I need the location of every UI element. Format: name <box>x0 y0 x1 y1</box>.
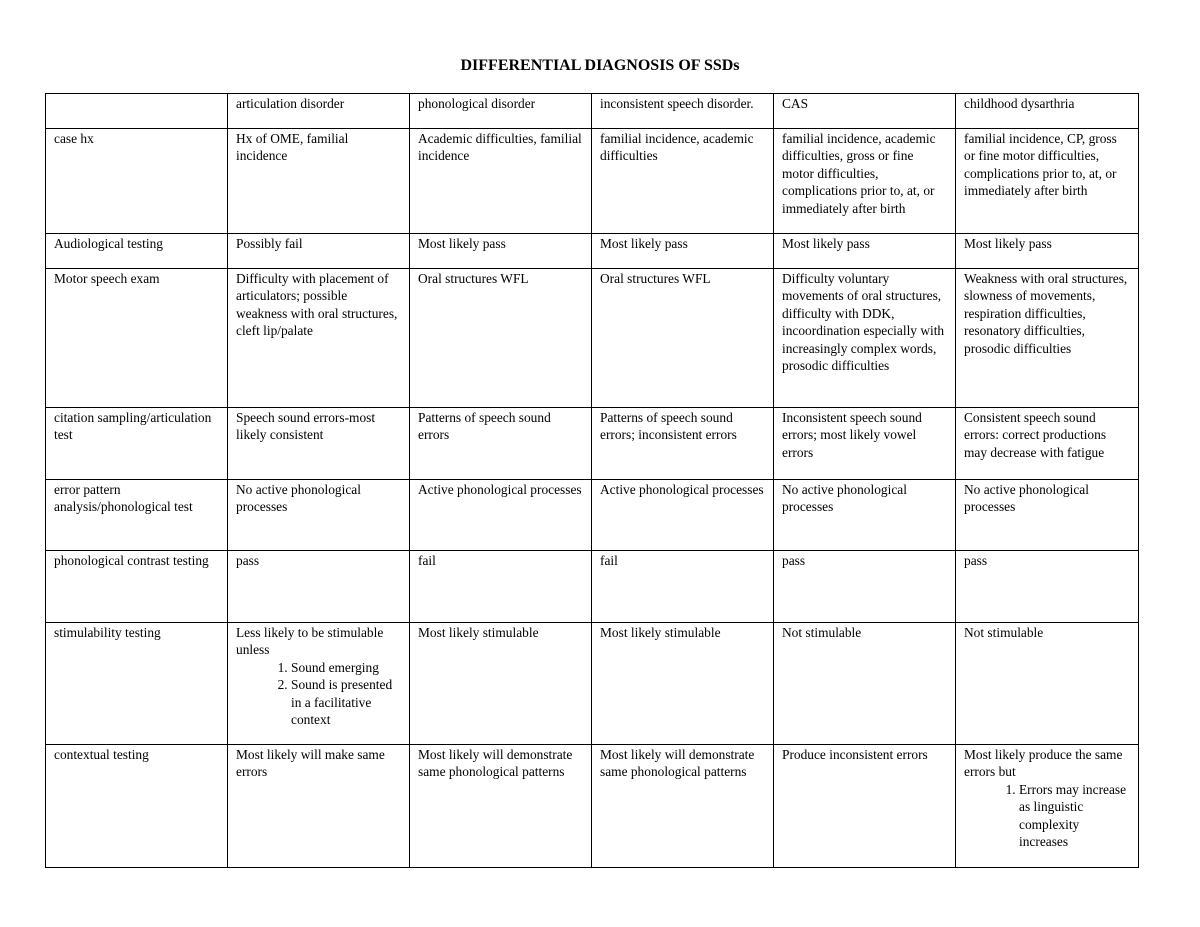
row-label: error pattern analysis/phonological test <box>46 480 228 551</box>
header-cell: inconsistent speech disorder. <box>592 94 774 129</box>
table-cell: Most likely stimulable <box>592 623 774 745</box>
table-cell: familial incidence, academic difficulties, gross or fine motor difficulties, complications prior to, at, or immediately after birth <box>774 129 956 234</box>
table-cell <box>956 745 1139 868</box>
list-item: 1. Errors may increase as linguistic complexity increases <box>1019 781 1130 851</box>
table-cell: fail <box>410 551 592 623</box>
table-row <box>46 129 1139 234</box>
header-cell: phonological disorder <box>410 94 592 129</box>
table-cell: No active phonological processes <box>228 480 410 551</box>
table-cell: Difficulty with placement of articulators; possible weakness with oral structures, cleft lip/palate <box>228 269 410 408</box>
header-row <box>46 94 1139 129</box>
table-row <box>46 408 1139 480</box>
table-cell: Difficulty voluntary movements of oral structures, difficulty with DDK, incoordination especially with increasingly complex words, prosodic difficulties <box>774 269 956 408</box>
row-label: case hx <box>46 129 228 234</box>
header-cell: CAS <box>774 94 956 129</box>
table-cell: Weakness with oral structures, slowness of movements, respiration difficulties, resonatory difficulties, prosodic difficulties <box>956 269 1139 408</box>
table-row <box>46 551 1139 623</box>
list-item: 2. Sound is presented in a facilitative context <box>291 676 401 728</box>
table-cell: Not stimulable <box>774 623 956 745</box>
row-label: contextual testing <box>46 745 228 868</box>
table-cell: Produce inconsistent errors <box>774 745 956 868</box>
cell-text: Less likely to be stimulable unless <box>236 625 384 658</box>
table-cell: Active phonological processes <box>592 480 774 551</box>
table-cell: familial incidence, academic difficulties <box>592 129 774 234</box>
table-cell: Most likely will demonstrate same phonological patterns <box>410 745 592 868</box>
row-label: stimulability testing <box>46 623 228 745</box>
table-cell: Most likely pass <box>592 234 774 269</box>
table-cell: No active phonological processes <box>956 480 1139 551</box>
table-cell: pass <box>774 551 956 623</box>
header-cell-empty <box>46 94 228 129</box>
row-label: phonological contrast testing <box>46 551 228 623</box>
table-cell: Hx of OME, familial incidence <box>228 129 410 234</box>
table-cell: Active phonological processes <box>410 480 592 551</box>
table-cell: fail <box>592 551 774 623</box>
table-cell: familial incidence, CP, gross or fine motor difficulties, complications prior to, at, or immediately after birth <box>956 129 1139 234</box>
row-label: citation sampling/articulation test <box>46 408 228 480</box>
page-title: DIFFERENTIAL DIAGNOSIS OF SSDs <box>460 57 740 74</box>
row-label: Motor speech exam <box>46 269 228 408</box>
list-item: 1. Sound emerging <box>291 659 401 676</box>
table-cell: Patterns of speech sound errors <box>410 408 592 480</box>
table-cell: Most likely pass <box>774 234 956 269</box>
table-cell: Most likely stimulable <box>410 623 592 745</box>
numbered-list <box>236 659 401 729</box>
table-row <box>46 480 1139 551</box>
table-cell: Most likely will demonstrate same phonological patterns <box>592 745 774 868</box>
table-cell: Academic difficulties, familial incidence <box>410 129 592 234</box>
row-label: Audiological testing <box>46 234 228 269</box>
header-cell: articulation disorder <box>228 94 410 129</box>
table-cell: Most likely pass <box>956 234 1139 269</box>
table-cell: No active phonological processes <box>774 480 956 551</box>
cell-text: Most likely produce the same errors but <box>964 747 1123 780</box>
numbered-list <box>964 781 1130 851</box>
table-cell: Speech sound errors-most likely consistent <box>228 408 410 480</box>
table-cell: Most likely pass <box>410 234 592 269</box>
table-row <box>46 269 1139 408</box>
table-cell: Oral structures WFL <box>592 269 774 408</box>
table-cell: pass <box>956 551 1139 623</box>
table-cell: Possibly fail <box>228 234 410 269</box>
table-cell: Most likely will make same errors <box>228 745 410 868</box>
diagnosis-table <box>45 93 1139 868</box>
table-row <box>46 745 1139 868</box>
table-cell: Consistent speech sound errors: correct productions may decrease with fatigue <box>956 408 1139 480</box>
table-row <box>46 623 1139 745</box>
table-row <box>46 234 1139 269</box>
header-cell: childhood dysarthria <box>956 94 1139 129</box>
table-cell: Not stimulable <box>956 623 1139 745</box>
table-cell: Patterns of speech sound errors; inconsistent errors <box>592 408 774 480</box>
table-cell: pass <box>228 551 410 623</box>
table-cell <box>228 623 410 745</box>
table-cell: Inconsistent speech sound errors; most likely vowel errors <box>774 408 956 480</box>
table-cell: Oral structures WFL <box>410 269 592 408</box>
